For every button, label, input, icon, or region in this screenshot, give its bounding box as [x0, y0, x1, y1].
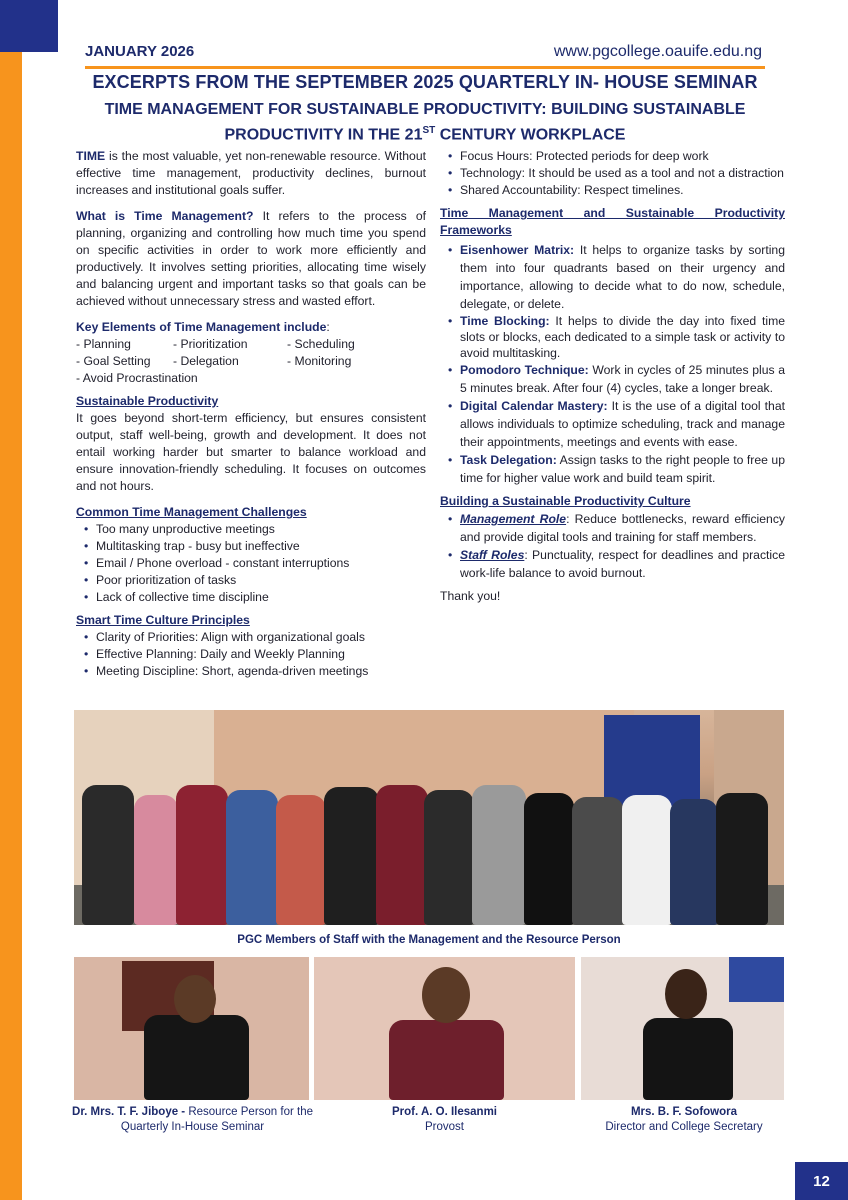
list-item [460, 361, 785, 397]
framework-name: Time Blocking: [460, 314, 550, 328]
intro-paragraph [76, 148, 426, 199]
person-figure [670, 799, 718, 925]
sustainable-paragraph: It goes beyond short-term efficiency, but ensures consistent output, staff well-being, growth and development. It does not entail working harder but smarter to balance workload and ensure innovation-friendly scheduling. It focuses on outcomes and not hours. [76, 411, 426, 493]
person-figure [176, 785, 228, 925]
list-item: • Focus Hours: Protected periods for deep work [460, 148, 785, 165]
role-text: : Reduce bottlenecks, reward efficiency and provide digital tools and training for staff members. [460, 512, 786, 544]
secretary-caption [581, 1105, 787, 1135]
website-url[interactable]: www.pgcollege.oauife.edu.ng [553, 43, 762, 60]
role-text: : Punctuality, respect for deadlines and practice work-life balance to avoid burnout. [460, 548, 785, 580]
resource-person-caption [70, 1105, 315, 1135]
issue-date: JANUARY 2026 [85, 43, 195, 60]
list-item [460, 241, 785, 313]
subtitle-text: PRODUCTIVITY IN THE 21 [224, 126, 423, 144]
key-heading-text: Key Elements of Time Management include [76, 320, 327, 334]
person-figure [389, 1020, 504, 1100]
secretary-photo [581, 957, 784, 1100]
page-number: 12 [795, 1162, 848, 1200]
section-heading-culture: Building a Sustainable Productivity Culture [440, 494, 691, 508]
key-item: - Planning [76, 337, 131, 351]
key-item: - Monitoring [287, 354, 352, 368]
challenges-list [76, 521, 426, 606]
principles-list-continued [440, 148, 785, 199]
definition-paragraph [76, 208, 426, 310]
person-figure [424, 790, 474, 925]
list-item: • Too many unproductive meetings [96, 521, 426, 538]
framework-name: Eisenhower Matrix: [460, 243, 575, 257]
person-figure [472, 785, 526, 925]
left-column [76, 148, 426, 686]
section-heading-principles: Smart Time Culture Principles [76, 613, 250, 627]
list-item: • Poor prioritization of tasks [96, 572, 426, 589]
section-heading-sustainable: Sustainable Productivity [76, 394, 219, 408]
framework-name: Digital Calendar Mastery: [460, 399, 608, 413]
key-item: - Avoid Procrastination [76, 371, 198, 385]
intro-bold: TIME [76, 149, 106, 163]
framework-name: Task Delegation: [460, 453, 557, 467]
framework-text: Work in cycles of 25 minutes plus a 5 minutes break. After four (4) cycles, take a longer break. [460, 363, 785, 395]
framework-text: It helps to divide the day into fixed time slots or blocks, each dedicated to a simple task or activity to avoid multitasking. [460, 314, 786, 360]
role-name: Staff Roles [460, 548, 525, 562]
corner-block [0, 0, 58, 52]
page-subtitle [70, 99, 780, 145]
list-item: • Meeting Discipline: Short, agenda-driven meetings [96, 663, 426, 680]
caption-name: Prof. A. O. Ilesanmi [391, 1106, 498, 1118]
right-column [440, 148, 785, 605]
person-figure [524, 793, 574, 925]
caption-name: Dr. Mrs. T. F. Jiboye - [72, 1106, 186, 1118]
person-figure [376, 785, 428, 925]
definition-bold: What is Time Management? [76, 209, 254, 223]
key-elements-heading [76, 319, 426, 336]
person-head [174, 975, 216, 1023]
caption-role: Resource Person for the Quarterly In-House Seminar [120, 1106, 313, 1133]
list-item [460, 546, 785, 582]
person-figure [226, 790, 278, 925]
list-item [460, 313, 785, 361]
closing-text: Thank you! [440, 589, 501, 603]
framework-name: Pomodoro Technique: [460, 363, 589, 377]
caption-role: Provost [425, 1121, 464, 1133]
key-colon: : [326, 320, 330, 334]
subtitle-line-2 [70, 120, 780, 145]
person-figure [134, 795, 178, 925]
person-figure [324, 787, 379, 925]
section-heading-challenges: Common Time Management Challenges [76, 505, 307, 519]
list-item [460, 397, 785, 451]
role-name: Management Role [460, 512, 567, 526]
list-item [460, 510, 785, 546]
key-item: - Goal Setting [76, 354, 151, 368]
key-item: - Prioritization [173, 337, 248, 351]
caption-name: Mrs. B. F. Sofowora [630, 1106, 738, 1118]
person-figure [716, 793, 768, 925]
list-item: • Technology: It should be used as a tool and not a distraction [460, 165, 785, 182]
person-figure [144, 1015, 249, 1100]
group-photo [74, 710, 784, 925]
culture-list [440, 510, 785, 582]
list-item: • Multitasking trap - busy but ineffective [96, 538, 426, 555]
key-item: - Scheduling [287, 337, 355, 351]
person-figure [572, 797, 624, 925]
person-figure [82, 785, 134, 925]
framework-text: Assign tasks to the right people to free up time for higher value work and build team spirit. [460, 453, 785, 485]
header-divider [85, 66, 765, 69]
subtitle-line-1: TIME MANAGEMENT FOR SUSTAINABLE PRODUCTIVITY: BUILDING SUSTAINABLE [104, 101, 746, 118]
provost-photo [314, 957, 575, 1100]
person-head [665, 969, 707, 1019]
group-photo-caption: PGC Members of Staff with the Management and the Resource Person [237, 934, 621, 946]
key-item: - Delegation [173, 354, 239, 368]
key-elements-grid [76, 336, 426, 370]
wall-poster [729, 957, 784, 1002]
list-item: • Shared Accountability: Respect timelines. [460, 182, 785, 199]
list-item: • Clarity of Priorities: Align with organizational goals [96, 629, 426, 646]
subtitle-sup: ST [422, 125, 436, 136]
list-item: • Lack of collective time discipline [96, 589, 426, 606]
framework-text: It is the use of a digital tool that allows individuals to optimize scheduling, track and manage their appointments, meetings and events with ease. [460, 399, 785, 449]
key-elements [76, 319, 426, 387]
person-figure [622, 795, 672, 925]
person-head [422, 967, 470, 1023]
principles-list [76, 629, 426, 680]
list-item: • Email / Phone overload - constant interruptions [96, 555, 426, 572]
list-item [460, 451, 785, 487]
definition-text: It refers to the process of planning, organizing and controlling how much time you spend on specific activities in order to work more efficiently and productively. It involves setting priorities, allocating time wisely and balancing urgent and important tasks so that goals can be achieved without unnecessary stress and wasted effort. [76, 209, 426, 308]
side-bar [0, 52, 22, 1200]
intro-text: is the most valuable, yet non-renewable resource. Without effective time management, productivity declines, burnout increases and institutional goals suffer. [76, 149, 426, 197]
caption-role: Director and College Secretary [605, 1121, 763, 1133]
subtitle-text-end: CENTURY WORKPLACE [435, 126, 626, 144]
resource-person-photo [74, 957, 309, 1100]
framework-text: It helps to organize tasks by sorting them into four quadrants based on their urgency and importance, allowing to decide what to do now, schedule, delegate, or delete. [460, 243, 785, 311]
provost-caption [314, 1105, 575, 1135]
page-title: EXCERPTS FROM THE SEPTEMBER 2025 QUARTERLY IN- HOUSE SEMINAR [92, 72, 758, 92]
list-item: • Effective Planning: Daily and Weekly Planning [96, 646, 426, 663]
section-heading-frameworks: Time Management and Sustainable Productivity Frameworks [440, 206, 785, 237]
frameworks-list [440, 241, 785, 487]
person-figure [643, 1018, 733, 1100]
person-figure [276, 795, 326, 925]
